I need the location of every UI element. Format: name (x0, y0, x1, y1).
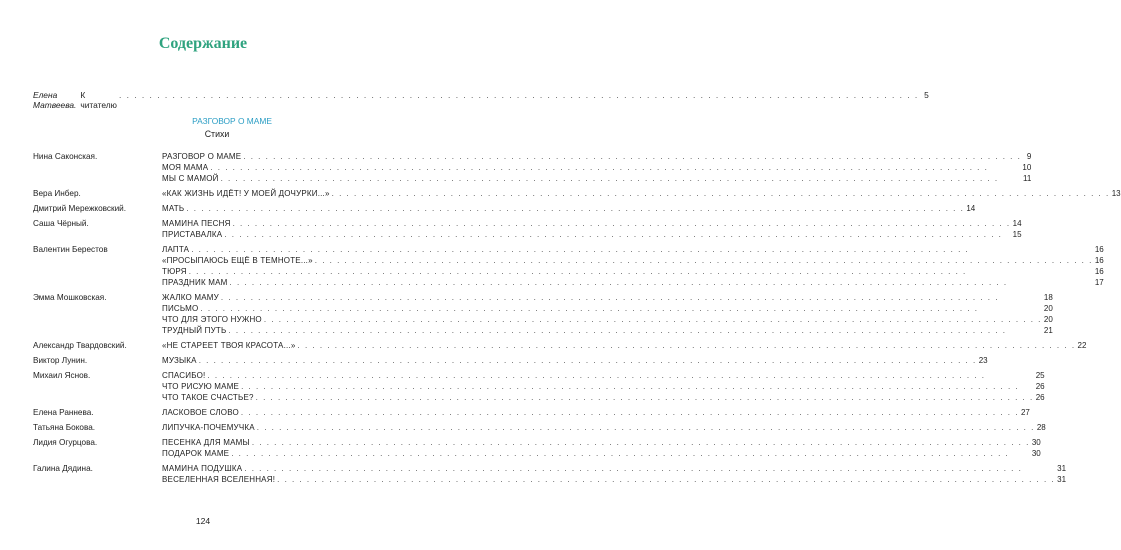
poem-title: ПЕСЕНКА ДЛЯ МАМЫ (162, 438, 250, 447)
entry-author: Виктор Лунин. (33, 356, 88, 365)
poem-page: 9 (1026, 152, 1032, 161)
poem-line (162, 255, 1104, 266)
leader-dots (221, 292, 1042, 303)
poem-line (162, 314, 1053, 325)
entry-author: Лидия Огурцова. (33, 438, 98, 447)
poem-title: ТРУДНЫЙ ПУТЬ (162, 326, 227, 335)
leader-dots (210, 162, 1020, 173)
poem-line (162, 474, 1066, 485)
poem-title: ТЮРЯ (162, 267, 187, 276)
entry-author: Саша Чёрный. (33, 219, 89, 228)
poem-page: 30 (1031, 438, 1041, 447)
entry-author: Татьяна Бокова. (33, 423, 96, 432)
poem-line (162, 325, 1053, 336)
entry-poems (162, 463, 1066, 485)
entry-poems (162, 218, 1022, 240)
poem-line (162, 229, 1022, 240)
poem-page: 16 (1094, 245, 1104, 254)
toc-entry (33, 151, 1032, 184)
poem-title: ЧТО ТАКОЕ СЧАСТЬЕ? (162, 393, 254, 402)
poem-page: 26 (1035, 382, 1045, 391)
poem-page: 17 (1094, 278, 1104, 287)
entry-author: Нина Саконская. (33, 152, 98, 161)
poem-page: 10 (1022, 163, 1032, 172)
entry-poems (162, 188, 1121, 199)
leader-dots (233, 218, 1011, 229)
entry-poems (162, 244, 1104, 288)
poem-line (162, 277, 1104, 288)
leader-dots (241, 381, 1034, 392)
leader-dots (221, 173, 1021, 184)
leader-dots (264, 314, 1042, 325)
poem-title: ЛИПУЧКА-ПОЧЕМУЧКА (162, 423, 255, 432)
poem-title: ЛАПТА (162, 245, 190, 254)
leader-dots (230, 277, 1093, 288)
poem-title: МЫ С МАМОЙ (162, 174, 219, 183)
poem-line (162, 244, 1104, 255)
poem-page: 30 (1031, 449, 1041, 458)
entry-author: Эмма Мошковская. (33, 293, 107, 302)
poem-line (162, 407, 1030, 418)
poem-title: МУЗЫКА (162, 356, 197, 365)
poem-page: 31 (1057, 464, 1067, 473)
leader-dots (332, 188, 1110, 199)
entry-author: Дмитрий Мережковский. (33, 204, 127, 213)
page-number: 124 (195, 516, 211, 526)
entry-poems (162, 370, 1045, 403)
toc-entry (33, 203, 976, 214)
poem-line (162, 188, 1121, 199)
toc-entry (33, 355, 988, 366)
poem-line (162, 381, 1045, 392)
leader-dots (200, 303, 1041, 314)
poem-title: «КАК ЖИЗНЬ ИДЁТ! У МОЕЙ ДОЧУРКИ...» (162, 189, 330, 198)
poem-page: 18 (1043, 293, 1053, 302)
poem-page: 14 (1012, 219, 1022, 228)
leader-dots (277, 474, 1055, 485)
poem-page: 27 (1020, 408, 1030, 417)
poem-line (162, 370, 1045, 381)
poem-title: ПИСЬМО (162, 304, 199, 313)
poem-line (162, 292, 1053, 303)
entry-poems (162, 292, 1053, 336)
leader-dots (119, 90, 919, 100)
poem-title: МАМИНА ПОДУШКА (162, 464, 243, 473)
poem-line (162, 422, 1046, 433)
leader-dots (186, 203, 964, 214)
poem-page: 11 (1023, 174, 1032, 183)
poem-line (162, 355, 988, 366)
toc-entries (33, 151, 1121, 489)
poem-title: РАЗГОВОР О МАМЕ (162, 152, 242, 161)
poem-title: ПРИСТАВАЛКА (162, 230, 223, 239)
leader-dots (243, 151, 1021, 162)
intro-page: 5 (924, 90, 929, 100)
intro-author: Елена Матвеева. (33, 90, 77, 110)
intro-entry (33, 90, 929, 110)
poem-title: МАМИНА ПЕСНЯ (162, 219, 231, 228)
poem-title: ПОДАРОК МАМЕ (162, 449, 230, 458)
leader-dots (191, 244, 1093, 255)
poem-title: ЖАЛКО МАМУ (162, 293, 219, 302)
poem-line (162, 151, 1031, 162)
entry-author: Галина Дядина. (33, 464, 93, 473)
toc-entry (33, 370, 1045, 403)
entry-author: Михаил Яснов. (33, 371, 91, 380)
poem-title: «НЕ СТАРЕЕТ ТВОЯ КРАСОТА...» (162, 341, 296, 350)
poem-title: СПАСИБО! (162, 371, 206, 380)
entry-poems (162, 340, 1086, 351)
poem-page: 28 (1036, 423, 1046, 432)
poem-line (162, 218, 1022, 229)
leader-dots (231, 448, 1030, 459)
poem-title: ВЕСЕЛЕННАЯ ВСЕЛЕННАЯ! (162, 475, 276, 484)
entry-poems (162, 203, 975, 214)
poem-page: 13 (1111, 189, 1121, 198)
leader-dots (257, 422, 1035, 433)
poem-page: 20 (1043, 315, 1053, 324)
poem-title: ЧТО ДЛЯ ЭТОГО НУЖНО (162, 315, 262, 324)
poem-page: 16 (1094, 256, 1104, 265)
poem-page: 25 (1035, 371, 1045, 380)
poem-line (162, 448, 1041, 459)
section-title: РАЗГОВОР О МАМЕ (192, 116, 272, 126)
leader-dots (228, 325, 1042, 336)
leader-dots (256, 392, 1034, 403)
leader-dots (315, 255, 1093, 266)
poem-page: 26 (1035, 393, 1045, 402)
poem-line (162, 266, 1104, 277)
poem-line (162, 162, 1031, 173)
poem-line (162, 437, 1041, 448)
leader-dots (207, 370, 1033, 381)
entry-poems (162, 407, 1030, 418)
entry-poems (162, 151, 1031, 184)
leader-dots (252, 437, 1030, 448)
leader-dots (199, 355, 977, 366)
leader-dots (224, 229, 1010, 240)
toc-entry (33, 244, 1104, 288)
entry-poems (162, 437, 1041, 459)
poem-title: МОЯ МАМА (162, 163, 209, 172)
poem-title: ЧТО РИСУЮ МАМЕ (162, 382, 240, 391)
poem-page: 20 (1043, 304, 1053, 313)
intro-title: К читателю (80, 90, 117, 110)
toc-entry (33, 340, 1087, 351)
poem-page: 16 (1094, 267, 1104, 276)
entry-poems (162, 422, 1046, 433)
leader-dots (298, 340, 1076, 351)
page-title: Содержание (158, 35, 248, 52)
toc-entry (33, 218, 1022, 240)
poem-title: МАТЬ (162, 204, 185, 213)
leader-dots (244, 463, 1055, 474)
entry-author: Вера Инбер. (33, 189, 81, 198)
poem-page: 31 (1057, 475, 1067, 484)
toc-entry (33, 422, 1046, 433)
entry-author: Валентин Берестов (33, 245, 108, 254)
poem-title: «ПРОСЫПАЮСЬ ЕЩЁ В ТЕМНОТЕ...» (162, 256, 313, 265)
leader-dots (189, 266, 1093, 277)
toc-entry (33, 407, 1030, 418)
toc-entry (33, 188, 1121, 199)
poem-page: 22 (1077, 341, 1087, 350)
toc-entry (33, 292, 1053, 336)
poem-line (162, 340, 1086, 351)
poem-title: ЛАСКОВОЕ СЛОВО (162, 408, 239, 417)
poem-line (162, 203, 975, 214)
entry-author: Елена Раннева. (33, 408, 94, 417)
poem-page: 14 (966, 204, 976, 213)
poem-page: 21 (1043, 326, 1053, 335)
poem-line (162, 303, 1053, 314)
poem-line (162, 392, 1045, 403)
section-subtitle: Стихи (204, 129, 230, 139)
poem-page: 23 (978, 356, 988, 365)
toc-entry (33, 463, 1067, 485)
entry-author: Александр Твардовский. (33, 341, 127, 350)
toc-entry (33, 437, 1041, 459)
poem-title: ПРАЗДНИК МАМ (162, 278, 228, 287)
poem-line (162, 463, 1066, 474)
poem-page: 15 (1012, 230, 1022, 239)
entry-poems (162, 355, 988, 366)
leader-dots (241, 407, 1019, 418)
poem-line (162, 173, 1031, 184)
